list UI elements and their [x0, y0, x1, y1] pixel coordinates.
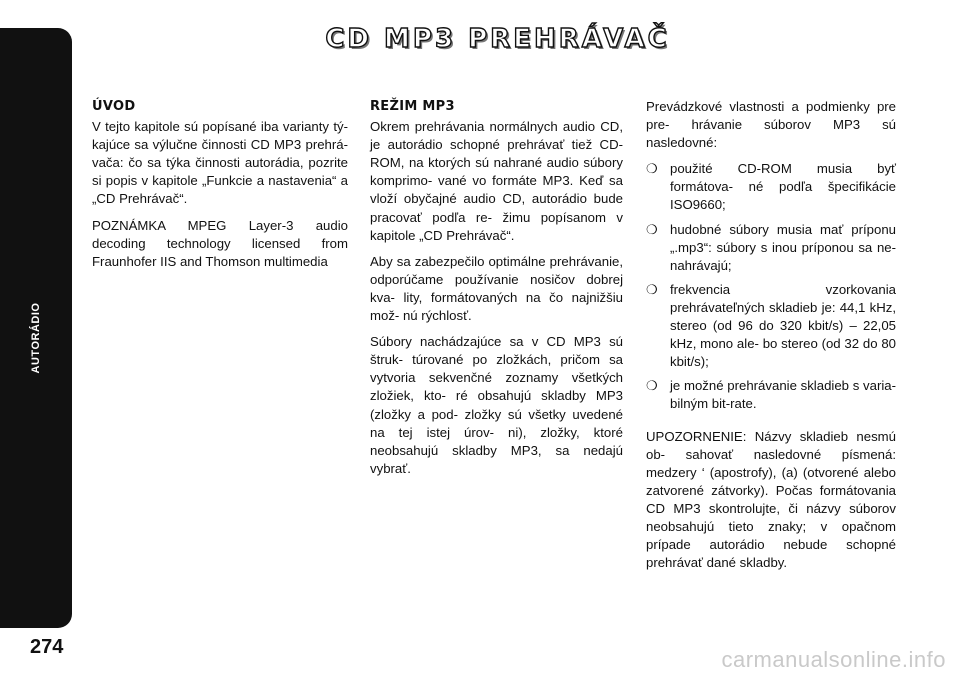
- heading-uvod: ÚVOD: [92, 99, 136, 114]
- paragraph: V tejto kapitole sú popísané iba varianty tý- kajúce sa výlučne činnosti CD MP3 prehrá- vača: čo sa týka činnosti autorádia, pozrite si popis v kapitole „Funkcie a nastavenia“ a „CD Prehrávač“.: [92, 119, 348, 207]
- column-conditions: [646, 98, 896, 580]
- column-intro: [92, 98, 348, 279]
- list-item: ❍ je možné prehrávanie skladieb s varia- bilným bit-rate.: [646, 378, 896, 412]
- paragraph: Aby sa zabezpečilo optimálne prehrávanie, odporúčame používanie nosičov dobrej kva- lity, formátovaných na čo najnižšiu mož- nú rýchlosť.: [370, 253, 623, 324]
- circle-bullet-icon: ❍: [646, 161, 658, 177]
- paragraph: Prevádzkové vlastnosti a podmienky pre pre- hrávanie súborov MP3 sú nasledovné:: [646, 99, 896, 151]
- circle-bullet-icon: ❍: [646, 221, 658, 237]
- page-number: 274: [30, 636, 64, 658]
- circle-bullet-icon: ❍: [646, 281, 658, 297]
- warning-note: UPOZORNENIE: Názvy skladieb nesmú ob- sahovať nasledovné písmená: medzery ‘ (apostrofy), (a) (otvorené alebo zatvorené zátvorky). Počas formátovania CD MP3 skontrolujte, či názvy súborov neobsahujú tieto znaky; v opačnom prípade autorádio nebude schopné prehrávať dané skladby.: [646, 428, 896, 571]
- paragraph: Okrem prehrávania normálnych audio CD, je autorádio schopné prehrávať tiež CD-ROM, na ktorých sú nahrané audio súbory komprimo- vané vo formáte MP3. Keď sa vloží obyčajné audio CD, autorádio bude pracovať podľa re- žimu popísanom v kapitole „CD Prehrávač“.: [370, 119, 623, 243]
- bullet-list: [646, 160, 896, 413]
- circle-bullet-icon: ❍: [646, 378, 658, 394]
- watermark: carmanualsonline.info: [721, 647, 946, 672]
- column-mp3-mode: [370, 98, 623, 486]
- side-tab-label: AUTORÁDIO: [30, 302, 42, 374]
- page-title: CD MP3 PREHRÁVAČ: [325, 24, 670, 54]
- side-tab: [0, 28, 72, 628]
- paragraph: Súbory nachádzajúce sa v CD MP3 sú štruk- túrované po zložkách, pričom sa vytvoria sekvenčné zoznamy všetkých zložiek, kto- ré obsahujú skladby MP3 (zložky a pod- zložky sú všetky uvedené na tej istej úrov- ni), zložky, ktoré neobsahujú skladby MP3, sa nedajú vybrať.: [370, 334, 623, 476]
- paragraph: POZNÁMKA MPEG Layer-3 audio decoding technology licensed from Fraunhofer IIS and Thomson multimedia: [92, 217, 348, 269]
- list-item: ❍ frekvencia vzorkovania prehrávateľných skladieb je: 44,1 kHz, stereo (od 96 do 320 kbit/s) – 22,05 kHz, mono ale- bo stereo (od 32 do 80 kbit/s);: [646, 281, 896, 370]
- list-item: ❍ hudobné súbory musia mať príponu „.mp3“: súbory s inou príponou sa ne- nahrávajú;: [646, 221, 896, 273]
- list-item: ❍ použité CD-ROM musia byť formátova- né podľa špecifikácie ISO9660;: [646, 161, 896, 213]
- heading-rezim-mp3: REŽIM MP3: [370, 99, 455, 114]
